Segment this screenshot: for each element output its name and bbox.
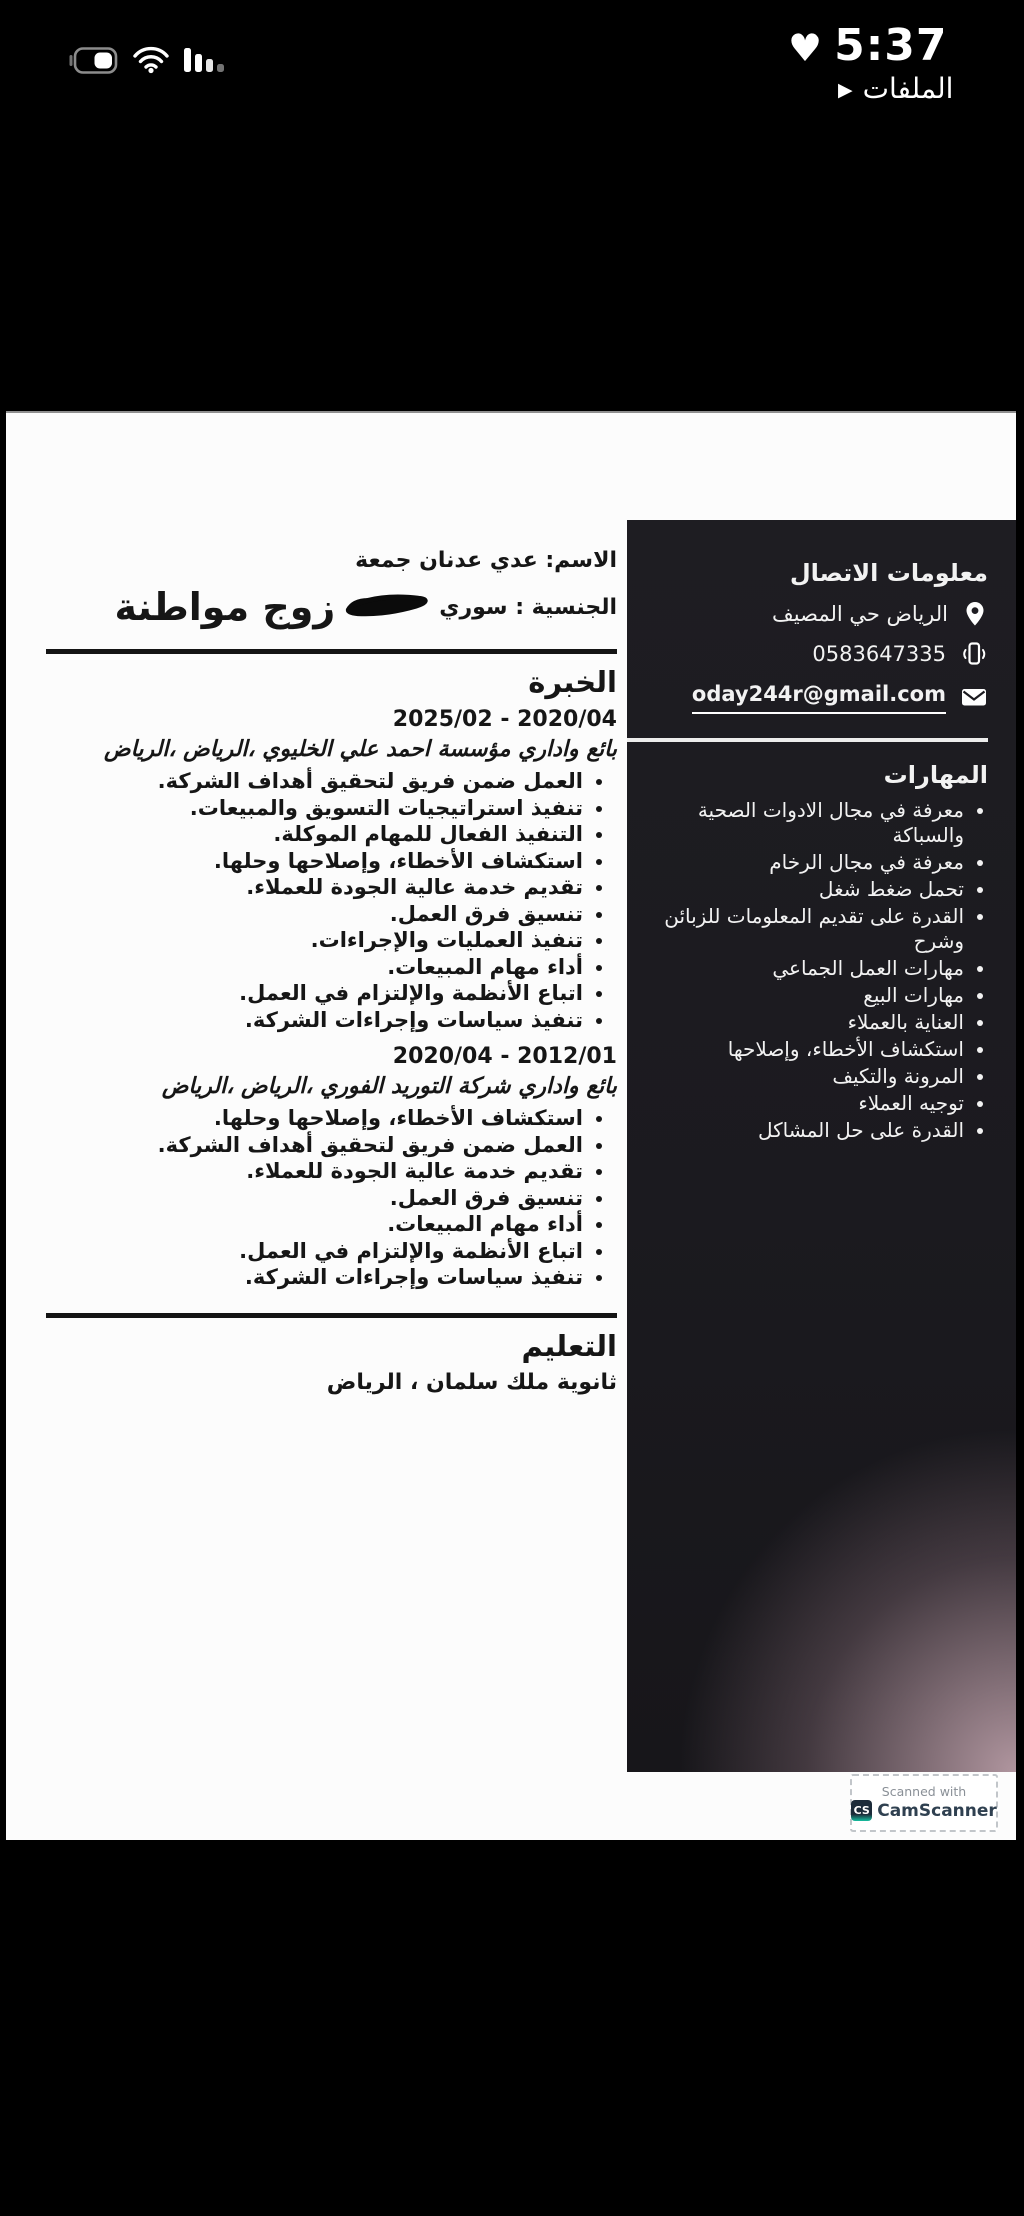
- skill-item: • معرفة في مجال الادوات الصحية والسباكة: [661, 798, 964, 848]
- job-bullet: • تنفيذ سياسات وإجراءات الشركة.: [46, 1264, 583, 1291]
- skill-item: • القدرة على حل المشاكل: [661, 1118, 964, 1143]
- education-heading: التعليم: [521, 1328, 617, 1363]
- heart-icon: ♥: [788, 25, 823, 70]
- skills-list: [661, 798, 988, 1143]
- skill-item: • معرفة في مجال الرخام: [661, 850, 964, 875]
- job-bullet: • استكشاف الأخطاء، وإصلاحها وحلها.: [46, 1105, 583, 1132]
- skill-item: • العناية بالعملاء: [661, 1010, 964, 1035]
- job-title: بائع واداري شركة التوريد الفوري ،الرياض ،الرياض: [161, 1074, 617, 1099]
- contact-location: الرياض حي المصيف: [772, 602, 948, 626]
- job-bullet: • تنفيذ سياسات وإجراءات الشركة.: [46, 1007, 583, 1034]
- job-bullet: • اتباع الأنظمة والإلتزام في العمل.: [46, 980, 583, 1007]
- name-line: الاسم: عدي عدنان جمعة: [355, 548, 617, 573]
- play-triangle-icon: ▶: [838, 79, 853, 101]
- contact-phone: 0583647335: [812, 642, 946, 666]
- section-divider: [46, 649, 617, 654]
- section-divider: [46, 1313, 617, 1318]
- camscanner-prefix: Scanned with: [881, 1784, 967, 1799]
- job-bullet-list: [46, 1105, 617, 1291]
- job-bullet: • تقديم خدمة عالية الجودة للعملاء.: [46, 874, 583, 901]
- skill-item: • القدرة على تقديم المعلومات للزبائن وشرح: [661, 904, 964, 954]
- status-icons-group: [68, 46, 230, 78]
- contact-heading: معلومات الاتصال: [789, 559, 988, 587]
- camscanner-brand: CamScanner: [877, 1800, 997, 1821]
- job-bullet: • العمل ضمن فريق لتحقيق أهداف الشركة.: [46, 768, 583, 795]
- cellular-signal-icon: [184, 47, 230, 77]
- skills-heading: المهارات: [883, 761, 988, 789]
- job-bullet: • أداء مهام المبيعات.: [46, 954, 583, 981]
- skill-item: • استكشاف الأخطاء، وإصلاحها: [661, 1037, 964, 1062]
- nationality-line: الجنسية : سوري: [439, 594, 617, 620]
- job-dates: 2020/04 - 2025/02: [392, 707, 617, 732]
- clock-group: [788, 20, 948, 71]
- contact-email-row: [661, 680, 988, 714]
- camscanner-badge: [850, 1774, 998, 1832]
- mail-icon: [960, 685, 988, 709]
- contact-phone-row: [661, 640, 988, 668]
- job-bullet: • تنفيذ العمليات والإجراءات.: [46, 927, 583, 954]
- skill-item: • مهارات العمل الجماعي: [661, 956, 964, 981]
- status-time: 5:37: [834, 20, 948, 71]
- camscanner-logo-icon: CS: [851, 1800, 872, 1821]
- status-bar: [0, 0, 1024, 120]
- job-bullet: • اتباع الأنظمة والإلتزام في العمل.: [46, 1238, 583, 1265]
- breadcrumb-label: الملفات: [862, 72, 954, 105]
- education-school: ثانوية ملك سلمان ، الرياض: [326, 1369, 617, 1395]
- contact-location-row: [661, 600, 988, 628]
- phone-icon: [960, 640, 988, 668]
- job-bullet: • أداء مهام المبيعات.: [46, 1211, 583, 1238]
- job-bullet: • تقديم خدمة عالية الجودة للعملاء.: [46, 1158, 583, 1185]
- skill-item: • المرونة والتكيف: [661, 1064, 964, 1089]
- experience-heading: الخبرة: [528, 665, 617, 699]
- job-bullet-list: [46, 768, 617, 1033]
- nationality-row: [46, 579, 617, 635]
- resume-main-column: [46, 413, 617, 1398]
- wifi-icon: [132, 46, 170, 78]
- contact-email: oday244r@gmail.com: [692, 680, 946, 714]
- ink-scribble-redaction: [342, 588, 432, 626]
- sidebar-divider: [627, 738, 988, 742]
- job-bullet: • تنفيذ استراتيجيات التسويق والمبيعات.: [46, 795, 583, 822]
- location-pin-icon: [962, 600, 988, 628]
- job-bullet: • التنفيذ الفعال للمهام الموكلة.: [46, 821, 583, 848]
- skill-item: • مهارات البيع: [661, 983, 964, 1008]
- job-bullet: • تنسيق فرق العمل.: [46, 1185, 583, 1212]
- job-dates: 2012/01 - 2020/04: [392, 1044, 617, 1069]
- skill-item: • توجيه العملاء: [661, 1091, 964, 1116]
- camscanner-brand-row: [851, 1800, 997, 1821]
- job-bullet: • استكشاف الأخطاء، وإصلاحها وحلها.: [46, 848, 583, 875]
- handwritten-note: زوج مواطنة: [114, 585, 336, 629]
- job-bullet: • العمل ضمن فريق لتحقيق أهداف الشركة.: [46, 1132, 583, 1159]
- resume-sidebar: [627, 520, 1016, 1772]
- battery-icon: [68, 47, 118, 78]
- skill-item: • تحمل ضغط شغل: [661, 877, 964, 902]
- resume-document: [6, 411, 1016, 1840]
- back-to-files-breadcrumb[interactable]: [838, 72, 953, 105]
- job-bullet: • تنسيق فرق العمل.: [46, 901, 583, 928]
- job-title: بائع واداري مؤسسة احمد علي الخليوي ،الرياض ،الرياض: [104, 737, 617, 762]
